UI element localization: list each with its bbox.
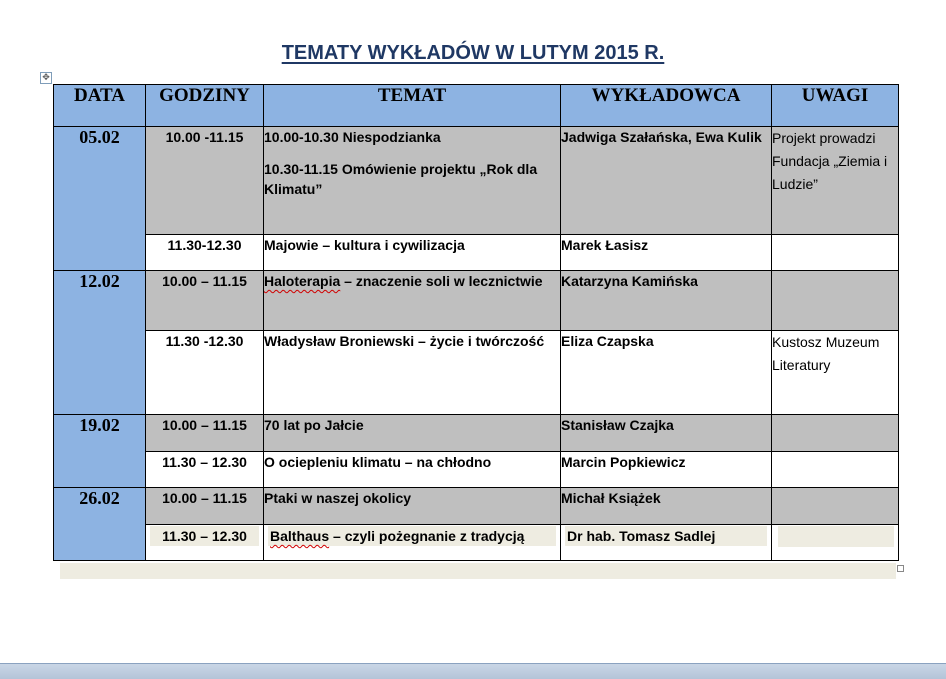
hours-cell: 10.00 – 11.15	[146, 488, 264, 525]
header-topic: TEMAT	[264, 85, 561, 127]
header-lecturer: WYKŁADOWCA	[561, 85, 772, 127]
topic-rest: – czyli pożegnanie z tradycją	[329, 528, 525, 544]
note-cell	[772, 415, 899, 452]
note-cell	[772, 525, 899, 561]
lecturer-cell	[561, 525, 772, 561]
hours-cell: 11.30 -12.30	[146, 331, 264, 415]
hours-cell: 10.00 – 11.15	[146, 271, 264, 331]
topic-cell	[264, 127, 561, 235]
date-cell: 19.02	[54, 415, 146, 488]
hours-cell	[146, 525, 264, 561]
date-cell: 26.02	[54, 488, 146, 561]
topic-rest: – znaczenie soli w lecznictwie	[340, 273, 543, 289]
hours-text: 11.30 – 12.30	[150, 526, 259, 546]
topic-cell: Majowie – kultura i cywilizacja	[264, 235, 561, 271]
topic-cell	[264, 271, 561, 331]
topic-line: 10.30-11.15 Omówienie projektu „Rok dla Klimatu”	[264, 161, 538, 197]
date-cell: 12.02	[54, 271, 146, 415]
table-row	[54, 271, 899, 331]
table-row	[54, 488, 899, 525]
page-title: TEMATY WYKŁADÓW W LUTYM 2015 R.	[281, 42, 665, 64]
hours-cell: 10.00 – 11.15	[146, 415, 264, 452]
lecturer-cell: Marek Łasisz	[561, 235, 772, 271]
note-cell	[772, 235, 899, 271]
table-row	[54, 415, 899, 452]
hours-cell: 11.30-12.30	[146, 235, 264, 271]
topic-line: 10.00-10.30 Niespodzianka	[264, 129, 441, 145]
topic-cell	[264, 525, 561, 561]
note-text	[778, 526, 894, 547]
table-row	[54, 235, 899, 271]
table-resize-handle[interactable]	[897, 565, 904, 572]
table-header-row	[54, 85, 899, 127]
date-cell: 05.02	[54, 127, 146, 271]
topic-cell: O ociepleniu klimatu – na chłodno	[264, 452, 561, 488]
table-row	[54, 331, 899, 415]
topic-keyword: Balthaus	[270, 528, 330, 544]
window-bottom-bar	[0, 663, 946, 679]
topic-cell: 70 lat po Jałcie	[264, 415, 561, 452]
header-date: DATA	[54, 85, 146, 127]
table-row	[54, 452, 899, 488]
note-cell	[772, 488, 899, 525]
lecturer-cell: Marcin Popkiewicz	[561, 452, 772, 488]
lecturer-cell: Stanisław Czajka	[561, 415, 772, 452]
topic-text	[268, 526, 556, 546]
note-cell: Kustosz Muzeum Literatury	[772, 331, 899, 415]
note-cell: Projekt prowadzi Fundacja „Ziemia i Ludzie”	[772, 127, 899, 235]
topic-cell: Władysław Broniewski – życie i twórczość	[264, 331, 561, 415]
note-cell	[772, 271, 899, 331]
lecturer-cell: Jadwiga Szałańska, Ewa Kulik	[561, 127, 772, 235]
lecturer-cell: Katarzyna Kamińska	[561, 271, 772, 331]
shading-strip	[60, 563, 896, 579]
lecturer-cell: Eliza Czapska	[561, 331, 772, 415]
hours-cell: 10.00 -11.15	[146, 127, 264, 235]
note-cell	[772, 452, 899, 488]
header-notes: UWAGI	[772, 85, 899, 127]
lecturer-text: Dr hab. Tomasz Sadlej	[565, 526, 767, 546]
hours-cell: 11.30 – 12.30	[146, 452, 264, 488]
topic-keyword: Haloterapia	[264, 273, 341, 289]
table-row	[54, 525, 899, 561]
lecturer-cell: Michał Książek	[561, 488, 772, 525]
table-move-handle-icon[interactable]: ✥	[40, 72, 52, 84]
lecture-schedule-table	[53, 84, 899, 561]
table-row	[54, 127, 899, 235]
header-hours: GODZINY	[146, 85, 264, 127]
topic-cell: Ptaki w naszej okolicy	[264, 488, 561, 525]
